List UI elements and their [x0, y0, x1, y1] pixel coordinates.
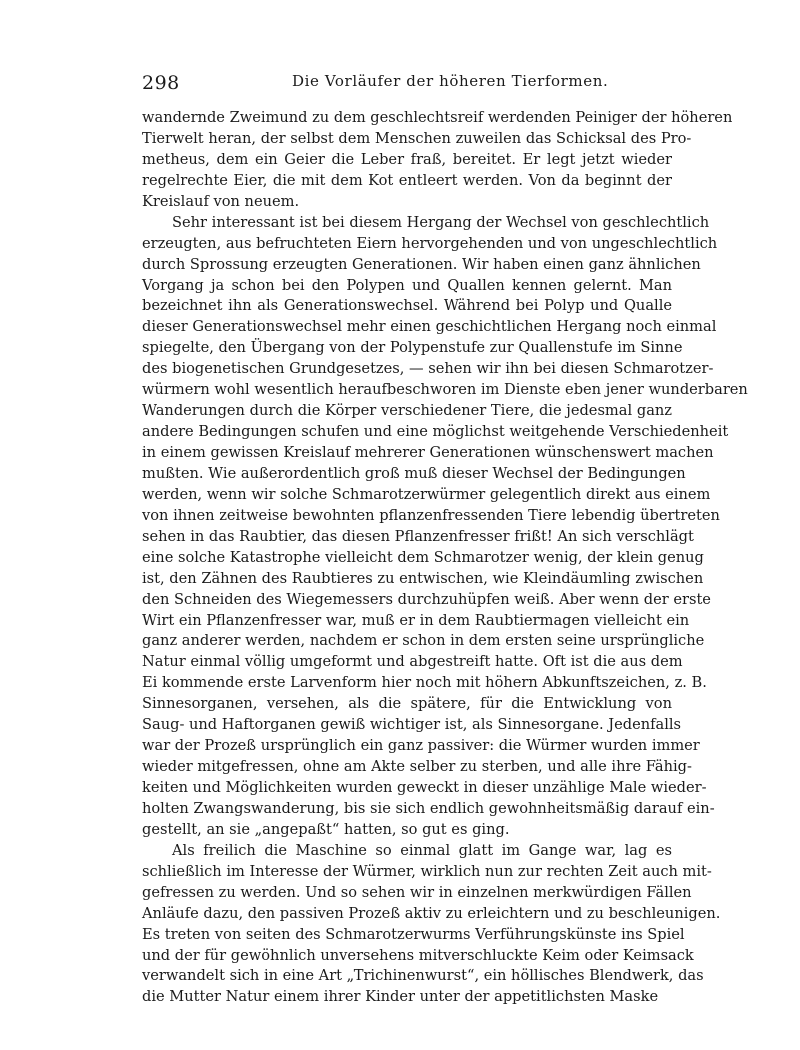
- text-line: verwandelt sich in eine Art „Trichinenwurst“, ein höllisches Blendwerk, das: [142, 967, 704, 985]
- text-line: den Schneiden des Wiegemessers durchzuhüpfen weiß. Aber wenn der erste: [142, 590, 711, 608]
- text-line: war der Prozeß ursprünglich ein ganz passiver: die Würmer wurden immer: [142, 737, 700, 755]
- text-line: werden, wenn wir solche Schmarotzerwürmer gelegentlich direkt aus einem: [142, 485, 711, 503]
- text-line: dieser Generationswechsel mehr einen geschichtlichen Hergang noch einmal: [142, 318, 717, 336]
- page-number: 298: [142, 72, 180, 94]
- text-line: und der für gewöhnlich unversehens mitverschluckte Keim oder Keimsack: [142, 946, 694, 964]
- text-line: holten Zwangswanderung, bis sie sich endlich gewohnheitsmäßig darauf ein-: [142, 799, 715, 817]
- text-line: metheus, dem ein Geier die Leber fraß, bereitet. Er legt jetzt wieder: [142, 150, 672, 168]
- text-line: schließlich im Interesse der Würmer, wirklich nun zur rechten Zeit auch mit-: [142, 862, 712, 880]
- text-line: von ihnen zeitweise bewohnten pflanzenfressenden Tiere lebendig übertreten: [142, 506, 720, 524]
- text-line: durch Sprossung erzeugten Generationen. Wir haben einen ganz ähnlichen: [142, 255, 701, 273]
- text-line: Wanderungen durch die Körper verschiedener Tiere, die jedesmal ganz: [142, 402, 672, 420]
- text-line: regelrechte Eier, die mit dem Kot entleert werden. Von da beginnt der: [142, 171, 672, 189]
- text-line: Natur einmal völlig umgeformt und abgestreift hatte. Oft ist die aus dem: [142, 653, 683, 671]
- text-line: ganz anderer werden, nachdem er schon in dem ersten seine ursprüngliche: [142, 632, 705, 650]
- text-line: die Mutter Natur einem ihrer Kinder unter der appetitlichsten Maske: [142, 988, 659, 1006]
- text-line: Sinnesorganen, versehen, als die spätere, für die Entwicklung von: [142, 695, 672, 713]
- text-line: mußten. Wie außerordentlich groß muß dieser Wechsel der Bedingungen: [142, 464, 686, 482]
- text-line: wandernde Zweimund zu dem geschlechtsreif werdenden Peiniger der höheren: [142, 109, 733, 126]
- text-line: des biogenetischen Grundgesetzes, — sehen wir ihn bei diesen Schmarotzer-: [142, 360, 714, 378]
- text-line: Vorgang ja schon bei den Polypen und Quallen kennen gelernt. Man: [142, 276, 672, 294]
- text-line: gefressen zu werden. Und so sehen wir in einzelnen merkwürdigen Fällen: [142, 883, 692, 901]
- text-line: Als freilich die Maschine so einmal glatt im Gange war, lag es: [172, 841, 672, 859]
- text-line: Ei kommende erste Larvenform hier noch mit höhern Abkunftszeichen, z. B.: [142, 674, 707, 692]
- text-line: bezeichnet ihn als Generationswechsel. Während bei Polyp und Qualle: [142, 297, 672, 315]
- text-line: Es treten von seiten des Schmarotzerwurms Verführungskünste ins Spiel: [142, 925, 685, 943]
- text-line: Anläufe dazu, den passiven Prozeß aktiv zu erleichtern und zu beschleunigen.: [142, 904, 721, 922]
- paragraph: [142, 841, 721, 1009]
- paragraph: [142, 213, 748, 841]
- text-line: eine solche Katastrophe vielleicht dem Schmarotzer wenig, der klein genug: [142, 548, 704, 566]
- text-line: keiten und Möglichkeiten wurden geweckt in dieser unzählige Male wieder-: [142, 779, 707, 796]
- paragraph: [142, 108, 733, 213]
- text-line: sehen in das Raubtier, das diesen Pflanzenfresser frißt! An sich verschlägt: [142, 527, 694, 545]
- text-line: in einem gewissen Kreislauf mehrerer Generationen wünschenswert machen: [142, 444, 714, 461]
- running-title: Die Vorläufer der höheren Tierformen.: [292, 72, 609, 90]
- text-line: würmern wohl wesentlich heraufbeschworen im Dienste eben jener wunderbaren: [142, 381, 748, 399]
- body-text: [142, 108, 748, 1008]
- text-line: spiegelte, den Übergang von der Polypenstufe zur Quallenstufe im Sinne: [142, 339, 683, 357]
- text-line: andere Bedingungen schufen und eine möglichst weitgehende Verschiedenheit: [142, 423, 729, 441]
- text-line: ist, den Zähnen des Raubtieres zu entwischen, wie Kleindäumling zwischen: [142, 569, 704, 587]
- text-line: Sehr interessant ist bei diesem Hergang der Wechsel von geschlechtlich: [172, 213, 710, 231]
- text-line: gestellt, an sie „angepaßt“ hatten, so gut es ging.: [142, 820, 510, 838]
- text-line: Tierwelt heran, der selbst dem Menschen zuweilen das Schicksal des Pro-: [142, 129, 692, 147]
- page-header: [142, 72, 668, 96]
- text-line: Kreislauf von neuem.: [142, 192, 300, 210]
- text-line: wieder mitgefressen, ohne am Akte selber zu sterben, und alle ihre Fähig-: [142, 758, 692, 776]
- text-line: erzeugten, aus befruchteten Eiern hervorgehenden und von ungeschlechtlich: [142, 234, 718, 252]
- text-line: Saug- und Haftorganen gewiß wichtiger ist, als Sinnesorgane. Jedenfalls: [142, 716, 682, 734]
- text-line: Wirt ein Pflanzenfresser war, muß er in dem Raubtiermagen vielleicht ein: [142, 611, 690, 629]
